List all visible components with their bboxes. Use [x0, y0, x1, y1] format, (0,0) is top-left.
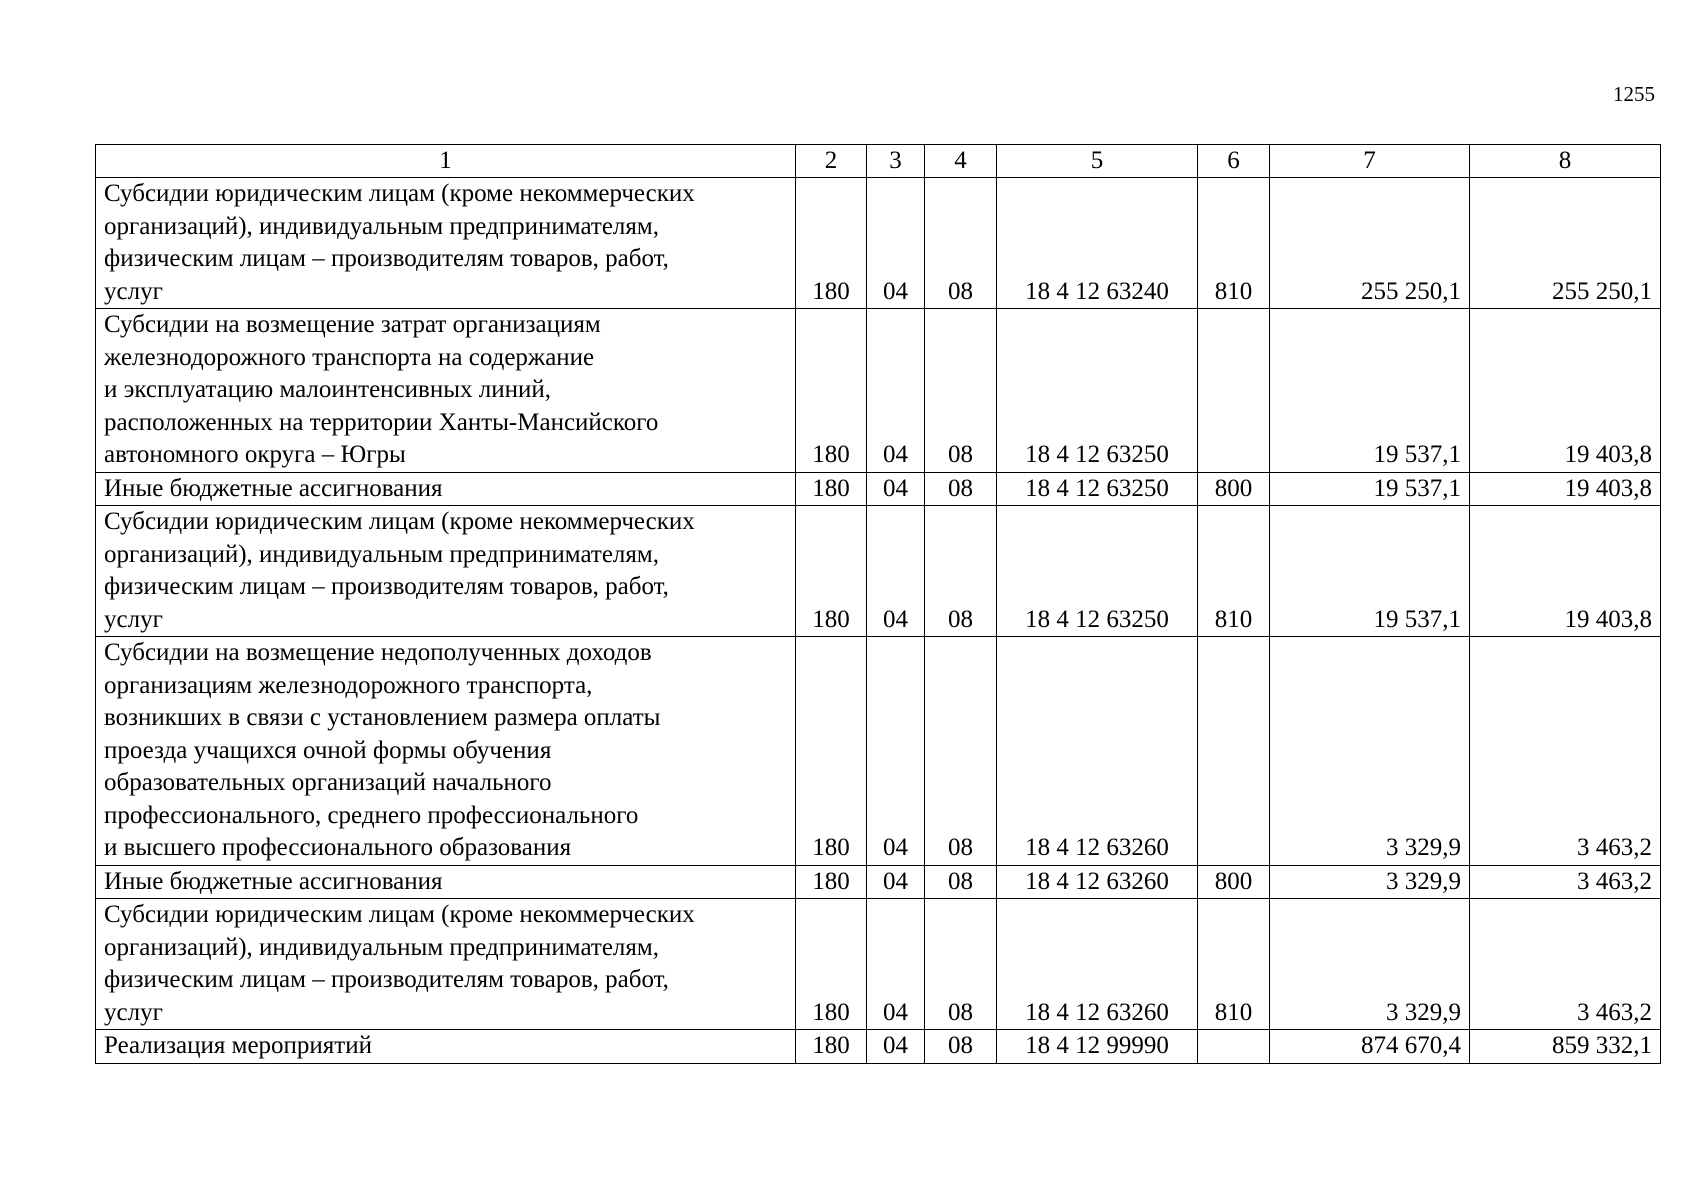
table-row [96, 1030, 1661, 1064]
row-description [96, 899, 796, 1030]
cell-col-5: 18 4 12 63260 [997, 637, 1198, 866]
cell-col-6: 800 [1198, 472, 1270, 506]
cell-col-4: 08 [925, 178, 997, 309]
cell-col-8: 19 403,8 [1470, 309, 1661, 473]
description-line: Субсидии юридическим лицам (кроме некоммерческих [104, 901, 695, 928]
column-header-4: 4 [925, 145, 997, 178]
cell-col-7: 3 329,9 [1270, 899, 1470, 1030]
column-header-6: 6 [1198, 145, 1270, 178]
description-line: физическим лицам – производителям товаров, работ, [104, 245, 669, 272]
description-line: услуг [104, 998, 163, 1026]
table-header [96, 145, 1661, 178]
cell-col-5: 18 4 12 63250 [997, 309, 1198, 473]
table-row [96, 865, 1661, 899]
cell-col-7: 874 670,4 [1270, 1030, 1470, 1064]
cell-col-3: 04 [867, 637, 925, 866]
table-row [96, 637, 1661, 866]
description-line: организаций), индивидуальным предпринимателям, [104, 933, 659, 961]
column-header-5: 5 [997, 145, 1198, 178]
cell-col-8: 19 403,8 [1470, 472, 1661, 506]
cell-col-8: 3 463,2 [1470, 899, 1661, 1030]
cell-col-8: 19 403,8 [1470, 506, 1661, 637]
cell-col-6 [1198, 1030, 1270, 1064]
cell-col-2: 180 [796, 637, 867, 866]
row-description [96, 178, 796, 309]
column-header-7: 7 [1270, 145, 1470, 178]
description-line: физическим лицам – производителям товаров, работ, [104, 573, 669, 600]
cell-col-2: 180 [796, 309, 867, 473]
cell-col-6 [1198, 309, 1270, 473]
cell-col-4: 08 [925, 865, 997, 899]
row-description [96, 1030, 796, 1064]
description-line: Субсидии юридическим лицам (кроме некоммерческих [104, 508, 695, 535]
cell-col-5: 18 4 12 63250 [997, 506, 1198, 637]
cell-col-2: 180 [796, 178, 867, 309]
description-line: образовательных организаций начального [104, 769, 552, 796]
description-line: и эксплуатацию малоинтенсивных линий, [104, 376, 552, 403]
description-line: возникших в связи с установлением размера оплаты [104, 704, 661, 731]
table-row [96, 899, 1661, 1030]
column-header-2: 2 [796, 145, 867, 178]
cell-col-7: 19 537,1 [1270, 309, 1470, 473]
budget-table [95, 144, 1661, 1064]
cell-col-8: 3 463,2 [1470, 637, 1661, 866]
cell-col-2: 180 [796, 865, 867, 899]
cell-col-4: 08 [925, 899, 997, 1030]
row-description [96, 472, 796, 506]
cell-col-7: 3 329,9 [1270, 637, 1470, 866]
cell-col-5: 18 4 12 63260 [997, 899, 1198, 1030]
column-header-3: 3 [867, 145, 925, 178]
cell-col-4: 08 [925, 637, 997, 866]
cell-col-7: 3 329,9 [1270, 865, 1470, 899]
description-line: организаций), индивидуальным предпринимателям, [104, 212, 659, 240]
description-line: и высшего профессионального образования [104, 834, 572, 861]
table-row [96, 309, 1661, 473]
cell-col-3: 04 [867, 472, 925, 506]
table-body [96, 178, 1661, 1064]
description-line: услуг [104, 277, 163, 305]
table-row [96, 472, 1661, 506]
cell-col-4: 08 [925, 472, 997, 506]
cell-col-3: 04 [867, 1030, 925, 1064]
description-line: расположенных на территории Ханты-Мансийского [104, 408, 659, 436]
description-line: организациям железнодорожного транспорта, [104, 671, 593, 699]
description-line: Реализация мероприятий [104, 1032, 372, 1059]
cell-col-2: 180 [796, 506, 867, 637]
description-line: физическим лицам – производителям товаров, работ, [104, 966, 669, 993]
description-line: Субсидии на возмещение недополученных доходов [104, 639, 652, 666]
cell-col-2: 180 [796, 1030, 867, 1064]
description-line: организаций), индивидуальным предпринимателям, [104, 540, 659, 568]
description-line: услуг [104, 605, 163, 633]
description-line: профессионального, среднего профессионального [104, 801, 639, 829]
cell-col-2: 180 [796, 472, 867, 506]
cell-col-7: 255 250,1 [1270, 178, 1470, 309]
cell-col-6: 800 [1198, 865, 1270, 899]
page-number: 1255 [1613, 82, 1655, 106]
cell-col-3: 04 [867, 309, 925, 473]
table-row [96, 506, 1661, 637]
description-line: проезда учащихся очной формы обучения [104, 736, 552, 764]
row-description [96, 637, 796, 866]
column-header-8: 8 [1470, 145, 1661, 178]
cell-col-3: 04 [867, 178, 925, 309]
cell-col-5: 18 4 12 63240 [997, 178, 1198, 309]
cell-col-8: 859 332,1 [1470, 1030, 1661, 1064]
table-row [96, 178, 1661, 309]
cell-col-4: 08 [925, 1030, 997, 1064]
cell-col-8: 255 250,1 [1470, 178, 1661, 309]
cell-col-4: 08 [925, 506, 997, 637]
cell-col-4: 08 [925, 309, 997, 473]
row-description [96, 865, 796, 899]
cell-col-2: 180 [796, 899, 867, 1030]
cell-col-6 [1198, 637, 1270, 866]
description-line: автономного округа – Югры [104, 441, 406, 468]
cell-col-6: 810 [1198, 506, 1270, 637]
cell-col-5: 18 4 12 63260 [997, 865, 1198, 899]
cell-col-7: 19 537,1 [1270, 506, 1470, 637]
column-header-1: 1 [96, 145, 796, 178]
cell-col-5: 18 4 12 99990 [997, 1030, 1198, 1064]
cell-col-3: 04 [867, 865, 925, 899]
description-line: железнодорожного транспорта на содержание [104, 343, 595, 371]
cell-col-5: 18 4 12 63250 [997, 472, 1198, 506]
cell-col-8: 3 463,2 [1470, 865, 1661, 899]
description-line: Иные бюджетные ассигнования [104, 867, 443, 895]
cell-col-6: 810 [1198, 178, 1270, 309]
cell-col-3: 04 [867, 899, 925, 1030]
header-row [96, 145, 1661, 178]
description-line: Субсидии на возмещение затрат организациям [104, 311, 601, 338]
row-description [96, 309, 796, 473]
cell-col-7: 19 537,1 [1270, 472, 1470, 506]
cell-col-6: 810 [1198, 899, 1270, 1030]
description-line: Субсидии юридическим лицам (кроме некоммерческих [104, 180, 695, 207]
cell-col-3: 04 [867, 506, 925, 637]
description-line: Иные бюджетные ассигнования [104, 474, 443, 502]
row-description [96, 506, 796, 637]
